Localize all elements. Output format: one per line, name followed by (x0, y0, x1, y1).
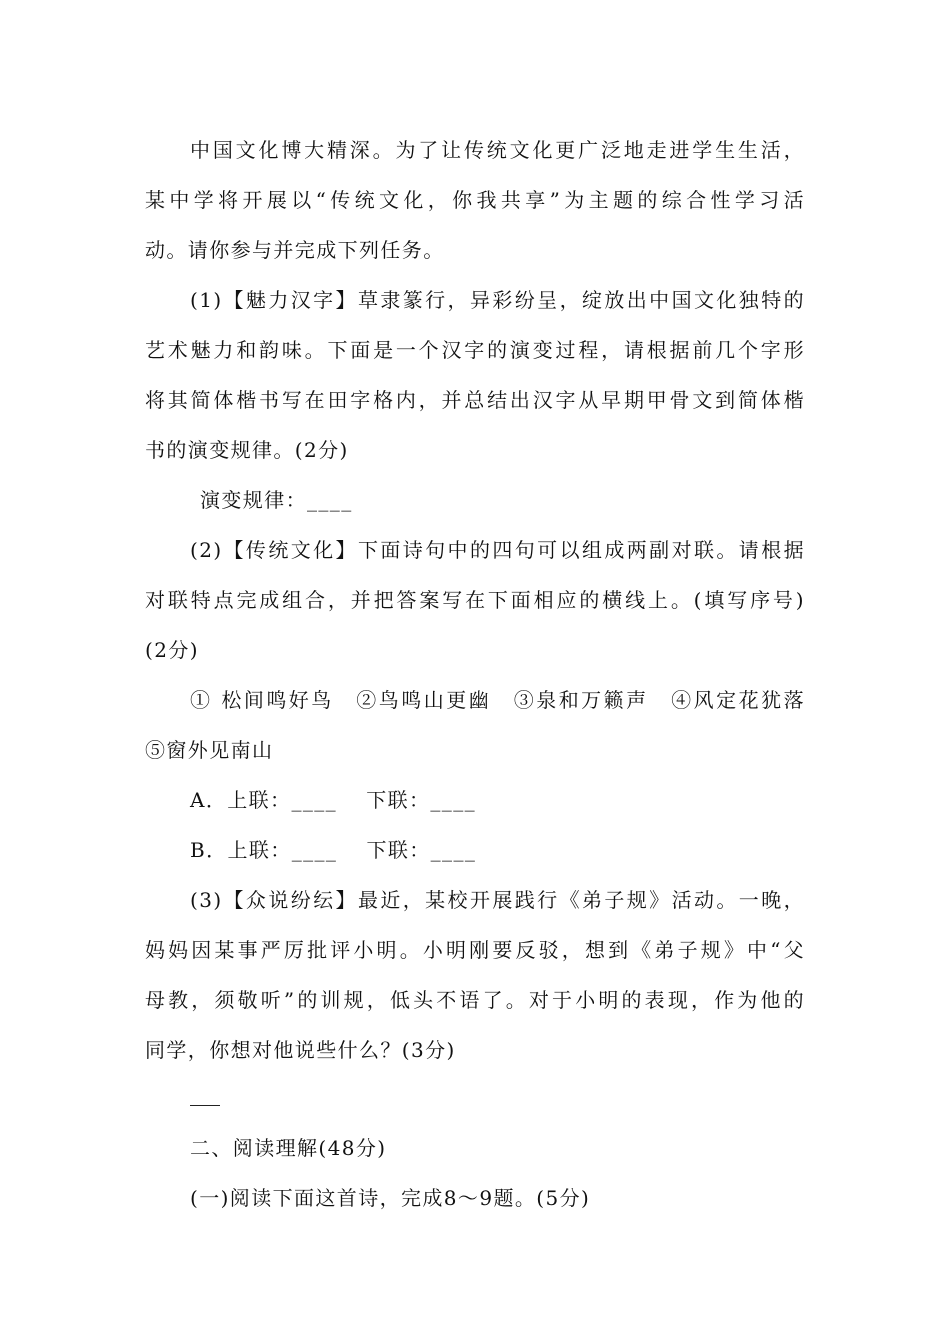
q2-answer-a: A．上联：____ 下联：____ (190, 788, 477, 812)
q2-line-2: 对联特点完成组合，并把答案写在下面相应的横线上。(填写序号) (145, 588, 805, 612)
q2-options-line-2: ⑤窗外见南山 (145, 738, 274, 762)
q2-line-1: (2)【传统文化】下面诗句中的四句可以组成两副对联。请根据 (190, 538, 805, 562)
q3-line-2: 妈妈因某事严厉批评小明。小明刚要反驳，想到《弟子规》中“父 (145, 938, 805, 962)
q3-line-1: (3)【众说纷纭】最近，某校开展践行《弟子规》活动。一晚， (190, 888, 805, 912)
intro-line-2: 某中学将开展以“传统文化，你我共享”为主题的综合性学习活 (145, 188, 805, 212)
section2-title: 二、阅读理解(48分) (190, 1136, 387, 1160)
q2-options-line-1: ① 松间鸣好鸟 ②鸟鸣山更幽 ③泉和万籁声 ④风定花犹落 (190, 688, 805, 712)
q3-answer-blank (190, 1105, 220, 1106)
q1-line-2: 艺术魅力和韵味。下面是一个汉字的演变过程，请根据前几个字形 (145, 338, 805, 362)
q3-line-4: 同学，你想对他说些什么？(3分) (145, 1038, 456, 1062)
intro-line-1: 中国文化博大精深。为了让传统文化更广泛地走进学生生活， (190, 138, 805, 162)
section2-subtitle: (一)阅读下面这首诗，完成8～9题。(5分) (190, 1186, 591, 1210)
q1-line-1: (1)【魅力汉字】草隶篆行，异彩纷呈，绽放出中国文化独特的 (190, 288, 805, 312)
q3-line-3: 母教，须敬听”的训规，低头不语了。对于小明的表现，作为他的 (145, 988, 805, 1012)
q1-line-4: 书的演变规律。(2分) (145, 438, 349, 462)
q2-line-3: (2分) (145, 638, 199, 662)
q1-line-3: 将其简体楷书写在田字格内，并总结出汉字从早期甲骨文到简体楷 (145, 388, 805, 412)
intro-line-3: 动。请你参与并完成下列任务。 (145, 238, 445, 262)
q2-answer-b: B．上联：____ 下联：____ (190, 838, 477, 862)
q1-answer: 演变规律：____ (200, 488, 353, 512)
